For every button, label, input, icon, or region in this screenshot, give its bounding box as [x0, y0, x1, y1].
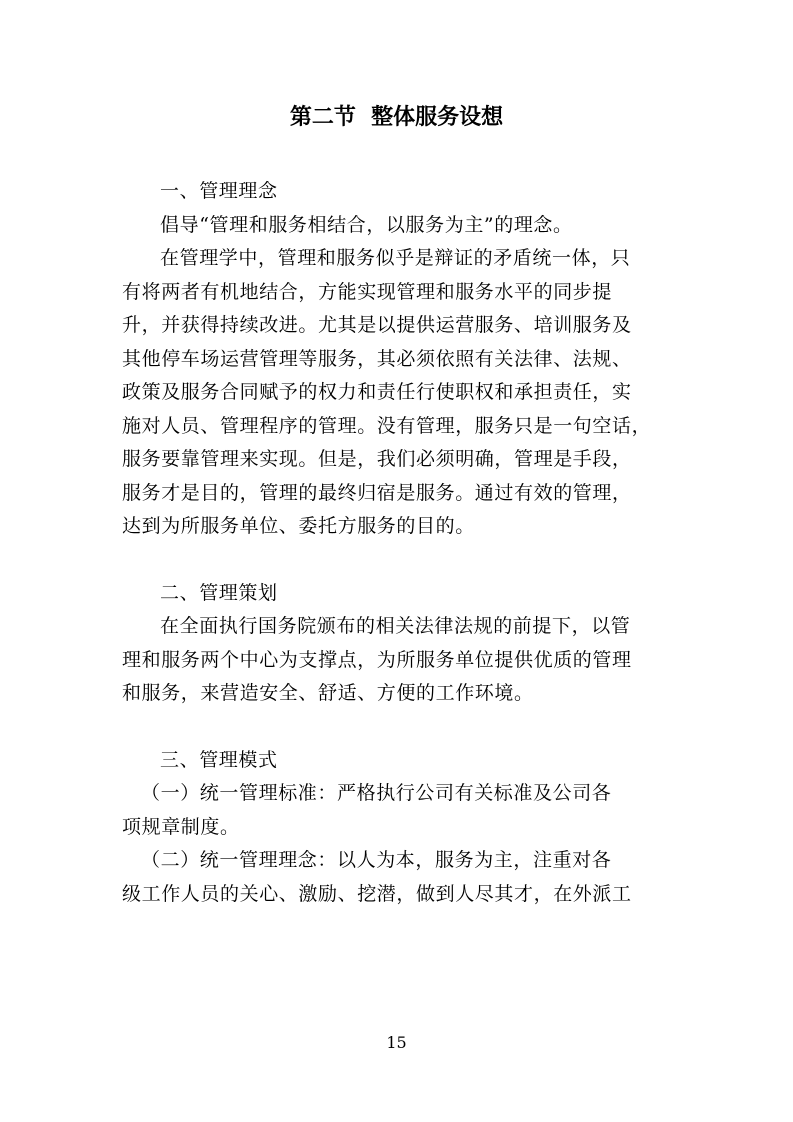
paragraph-line: 政策及服务合同赋予的权力和责任行使职权和承担责任，实: [122, 381, 632, 403]
section2-heading: 二、管理策划: [160, 581, 278, 604]
section-spacer: [122, 711, 674, 744]
paragraph-line: （二）统一管理理念：以人为本，服务为主，注重对各: [141, 849, 612, 871]
paragraph-line: 升，并获得持续改进。尤其是以提供运营服务、培训服务及: [122, 314, 632, 336]
paragraph-line: 在全面执行国务院颁布的相关法律法规的前提下，以管: [160, 615, 631, 637]
paragraph-line: 有将两者有机地结合，方能实现管理和服务水平的同步提: [122, 280, 613, 303]
paragraph-line: 和服务，来营造安全、舒适、方便的工作环境。: [122, 682, 534, 704]
paragraph-line: 项规章制度。: [122, 815, 240, 838]
paragraph-line: 施对人员、管理程序的管理。没有管理，服务只是一句空话，: [122, 414, 652, 437]
section3-heading: 三、管理模式: [160, 748, 278, 771]
paragraph-line: 在管理学中，管理和服务似乎是辩证的矛盾统一体，只: [160, 247, 631, 269]
paragraph-line: 达到为所服务单位、委托方服务的目的。: [122, 515, 475, 537]
paragraph-line: 服务要靠管理来实现。但是，我们必须明确，管理是手段，: [122, 448, 632, 470]
page-number: 15: [386, 1033, 407, 1052]
section3-paragraph1: [122, 777, 674, 844]
section-title: 第二节 整体服务设想: [289, 105, 504, 130]
paragraph-line: 服务才是目的，管理的最终归宿是服务。通过有效的管理，: [122, 481, 632, 504]
section2-paragraph1: [122, 610, 674, 711]
paragraph-line: 理和服务两个中心为支撑点，为所服务单位提供优质的管理: [122, 648, 632, 671]
section1-paragraph1: 倡导“管理和服务相结合，以服务为主”的理念。: [160, 213, 573, 236]
paragraph-line: （一）统一管理标准：严格执行公司有关标准及公司各: [141, 782, 612, 804]
document-body: [122, 175, 674, 911]
section1-paragraph2: [122, 242, 674, 544]
paragraph-line: 其他停车场运营管理等服务，其必须依照有关法律、法规、: [122, 347, 632, 370]
section-spacer: [122, 544, 674, 577]
paragraph-line: 级工作人员的关心、激励、挖潜，做到人尽其才，在外派工: [122, 882, 632, 905]
section3-paragraph2: [122, 844, 674, 911]
section1-heading: 一、管理理念: [160, 180, 278, 202]
